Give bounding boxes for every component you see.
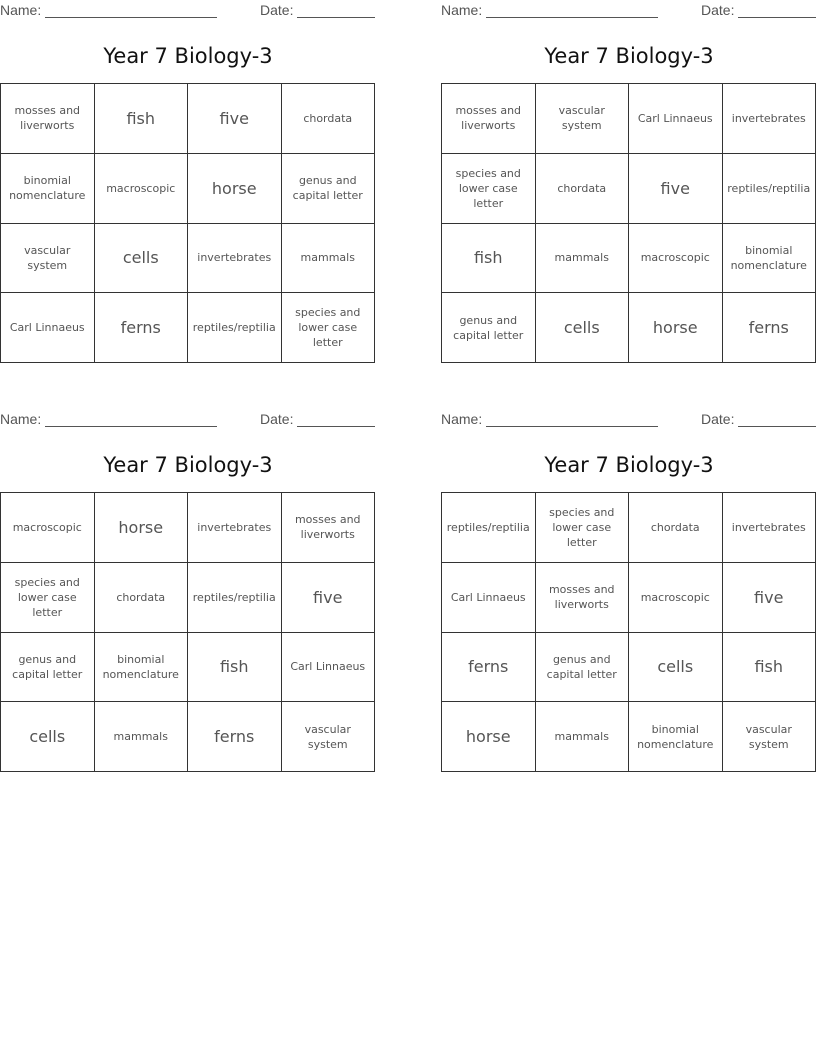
bingo-cell: species and lower case letter xyxy=(442,154,536,224)
card-title: Year 7 Biology-3 xyxy=(103,453,273,477)
bingo-card-4 xyxy=(441,409,816,775)
bingo-cell: invertebrates xyxy=(188,224,282,294)
date-field-line xyxy=(738,2,816,18)
bingo-grid xyxy=(441,492,816,772)
bingo-cell: mosses and liverworts xyxy=(282,493,376,563)
bingo-cell: ferns xyxy=(723,293,816,363)
bingo-cell: ferns xyxy=(95,293,189,363)
bingo-cell: mammals xyxy=(95,702,189,772)
date-label: Date: xyxy=(701,411,735,427)
bingo-cell: macroscopic xyxy=(629,563,723,633)
bingo-grid xyxy=(441,83,816,363)
card-title: Year 7 Biology-3 xyxy=(103,44,273,68)
bingo-cell: mosses and liverworts xyxy=(536,563,630,633)
bingo-cell: species and lower case letter xyxy=(282,293,376,363)
bingo-cell: mammals xyxy=(536,224,630,294)
date-field-line xyxy=(297,411,375,427)
bingo-cell: mosses and liverworts xyxy=(442,84,536,154)
name-label: Name: xyxy=(0,411,42,427)
bingo-cell: five xyxy=(629,154,723,224)
bingo-cell: Carl Linnaeus xyxy=(629,84,723,154)
bingo-cell: fish xyxy=(442,224,536,294)
date-field-line xyxy=(738,411,816,427)
bingo-cell: reptiles/reptilia xyxy=(442,493,536,563)
date-label: Date: xyxy=(701,2,735,18)
bingo-cell: chordata xyxy=(536,154,630,224)
bingo-cell: cells xyxy=(95,224,189,294)
bingo-cell: binomial nomenclature xyxy=(629,702,723,772)
bingo-cell: ferns xyxy=(188,702,282,772)
name-field-line xyxy=(45,2,217,18)
bingo-cell: cells xyxy=(536,293,630,363)
bingo-cell: cells xyxy=(1,702,95,772)
name-label: Name: xyxy=(441,411,483,427)
bingo-cell: vascular system xyxy=(723,702,816,772)
bingo-cell: species and lower case letter xyxy=(536,493,630,563)
bingo-cell: genus and capital letter xyxy=(442,293,536,363)
card-title: Year 7 Biology-3 xyxy=(544,453,714,477)
bingo-cell: macroscopic xyxy=(629,224,723,294)
bingo-cell: vascular system xyxy=(282,702,376,772)
bingo-cell: vascular system xyxy=(1,224,95,294)
bingo-cell: chordata xyxy=(282,84,376,154)
bingo-cell: chordata xyxy=(629,493,723,563)
bingo-cell: invertebrates xyxy=(723,493,816,563)
bingo-cell: Carl Linnaeus xyxy=(442,563,536,633)
name-date-row xyxy=(441,411,816,429)
bingo-cell: fish xyxy=(95,84,189,154)
bingo-cell: mammals xyxy=(536,702,630,772)
name-field-line xyxy=(45,411,217,427)
bingo-cell: mammals xyxy=(282,224,376,294)
bingo-cell: reptiles/reptilia xyxy=(188,563,282,633)
bingo-cell: macroscopic xyxy=(1,493,95,563)
date-field-line xyxy=(297,2,375,18)
name-label: Name: xyxy=(441,2,483,18)
bingo-card-2 xyxy=(441,0,816,366)
bingo-cell: five xyxy=(723,563,816,633)
bingo-cell: genus and capital letter xyxy=(282,154,376,224)
bingo-cell: macroscopic xyxy=(95,154,189,224)
bingo-cell: reptiles/reptilia xyxy=(188,293,282,363)
bingo-cell: horse xyxy=(95,493,189,563)
date-label: Date: xyxy=(260,411,294,427)
name-date-row xyxy=(0,2,376,20)
date-label: Date: xyxy=(260,2,294,18)
bingo-cell: mosses and liverworts xyxy=(1,84,95,154)
bingo-card-1 xyxy=(0,0,376,366)
bingo-cell: Carl Linnaeus xyxy=(282,633,376,703)
bingo-cell: horse xyxy=(188,154,282,224)
bingo-cell: invertebrates xyxy=(723,84,816,154)
bingo-cell: binomial nomenclature xyxy=(95,633,189,703)
bingo-cell: five xyxy=(188,84,282,154)
bingo-cell: horse xyxy=(629,293,723,363)
bingo-cell: binomial nomenclature xyxy=(1,154,95,224)
bingo-cell: horse xyxy=(442,702,536,772)
bingo-cell: chordata xyxy=(95,563,189,633)
bingo-cell: five xyxy=(282,563,376,633)
bingo-cell: ferns xyxy=(442,633,536,703)
bingo-cell: cells xyxy=(629,633,723,703)
bingo-cell: reptiles/reptilia xyxy=(723,154,816,224)
bingo-cell: vascular system xyxy=(536,84,630,154)
bingo-cell: fish xyxy=(723,633,816,703)
name-label: Name: xyxy=(0,2,42,18)
bingo-cell: binomial nomenclature xyxy=(723,224,816,294)
name-date-row xyxy=(441,2,816,20)
bingo-card-3 xyxy=(0,409,376,775)
bingo-cell: invertebrates xyxy=(188,493,282,563)
card-title: Year 7 Biology-3 xyxy=(544,44,714,68)
bingo-grid xyxy=(0,492,375,772)
bingo-cell: Carl Linnaeus xyxy=(1,293,95,363)
name-date-row xyxy=(0,411,376,429)
name-field-line xyxy=(486,411,658,427)
bingo-cell: genus and capital letter xyxy=(1,633,95,703)
bingo-cell: fish xyxy=(188,633,282,703)
bingo-cell: genus and capital letter xyxy=(536,633,630,703)
bingo-grid xyxy=(0,83,375,363)
bingo-cell: species and lower case letter xyxy=(1,563,95,633)
name-field-line xyxy=(486,2,658,18)
